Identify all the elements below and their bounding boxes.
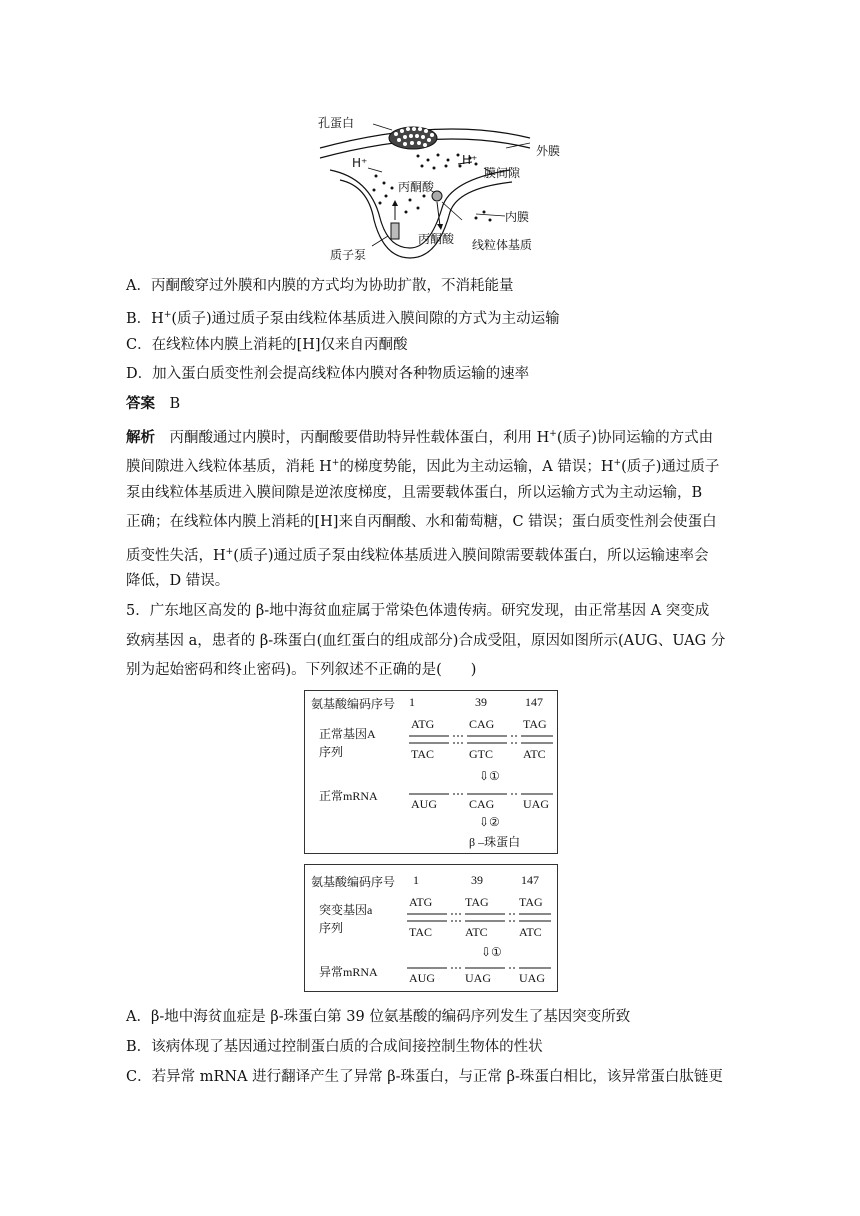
analysis-text: (质子)协同运输的方式由 (556, 429, 714, 446)
mutant-gene-diagram (304, 864, 558, 992)
proton-pump-icon (391, 223, 399, 239)
mrna-codon: AUG (411, 797, 437, 811)
answer-value: B (169, 396, 181, 412)
mrna-codon: AUG (409, 971, 435, 985)
dna-double-strand (407, 911, 553, 925)
q5-option-b: B．该病体现了基因通过控制蛋白质的合成间接控制生物体的性状 (126, 1039, 543, 1055)
analysis-text: 丙酮酸通过内膜时，丙酮酸要借助特异性载体蛋白，利用 H (169, 429, 550, 446)
step-translation: ⇩② (479, 815, 500, 829)
mrna-codon: CAG (469, 797, 495, 811)
q4-option-c: C．在线粒体内膜上消耗的[H]仅来自丙酮酸 (126, 337, 408, 353)
q4-option-a: A．丙酮酸穿过外膜和内膜的方式均为协助扩散，不消耗能量 (126, 278, 514, 294)
codon-bottom: ATC (519, 925, 542, 939)
analysis-line-6: 降低，D 错误。 (126, 573, 230, 589)
mrna-codon: UAG (465, 971, 491, 985)
gene-label-suffix: 序列 (319, 745, 344, 759)
label-matrix: 线粒体基质 (472, 238, 533, 252)
analysis-text: 质变性失活，H (126, 547, 226, 564)
codon-top: TAG (519, 895, 543, 909)
answer-line (126, 394, 180, 414)
superscript-plus: + (331, 458, 340, 468)
analysis-line-5 (126, 542, 709, 566)
mrna-label: 异常mRNA (319, 965, 378, 979)
codon-bottom: ATC (523, 747, 546, 761)
label-h-right: H⁺ (462, 153, 478, 167)
mrna-codon: UAG (523, 797, 549, 811)
step-transcription: ⇩① (481, 945, 502, 959)
superscript-plus: + (225, 547, 234, 557)
pore-protein-icon (389, 127, 437, 149)
codon-top: CAG (469, 717, 495, 731)
position-39: 39 (471, 873, 483, 887)
superscript-plus: + (163, 310, 172, 320)
analysis-text: 膜间隙进入线粒体基质，消耗 H (126, 458, 332, 475)
label-intermembrane-space: 膜间隙 (484, 166, 521, 180)
position-39: 39 (475, 695, 487, 709)
codon-top: ATG (409, 895, 433, 909)
codon-top: TAG (523, 717, 547, 731)
gene-label: 正常基因A (319, 727, 376, 741)
protein-product: β –珠蛋白 (469, 835, 521, 849)
position-header: 氨基酸编码序号 (311, 697, 396, 711)
superscript-plus: + (549, 429, 557, 439)
label-inner-membrane: 内膜 (505, 210, 530, 224)
analysis-text: (质子)通过质子泵由线粒体基质进入膜间隙需要载体蛋白，所以运输速率会 (233, 547, 709, 564)
codon-bottom: TAC (409, 925, 433, 939)
analysis-line-2 (126, 453, 719, 477)
q5-stem-line-2: 致病基因 a，患者的 β-珠蛋白(血红蛋白的组成部分)合成受阻，原因如图所示(AUG、UAG 分 (126, 633, 726, 649)
position-1: 1 (413, 873, 419, 887)
q5-stem-line-1: 5．广东地区高发的 β-地中海贫血症属于常染色体遗传病。研究发现，由正常基因 A 突变成 (126, 603, 710, 619)
position-1: 1 (409, 695, 415, 709)
position-header: 氨基酸编码序号 (311, 875, 396, 889)
q5-option-c: C．若异常 mRNA 进行翻译产生了异常 β-珠蛋白，与正常 β-珠蛋白相比，该异常蛋白肽链更 (126, 1069, 723, 1085)
q4-option-d: D．加入蛋白质变性剂会提高线粒体内膜对各种物质运输的速率 (126, 366, 530, 382)
q4-option-b-prefix: B．H (126, 310, 164, 327)
analysis-line-4: 正确；在线粒体内膜上消耗的[H]来自丙酮酸、水和葡萄糖，C 错误；蛋白质变性剂会使蛋白 (126, 514, 717, 530)
q4-option-b-suffix: (质子)通过质子泵由线粒体基质进入膜间隙的方式为主动运输 (171, 310, 560, 327)
position-147: 147 (525, 695, 543, 709)
label-pore-protein: 孔蛋白 (318, 116, 355, 130)
mrna-label: 正常mRNA (319, 789, 378, 803)
answer-label: 答案 (126, 395, 155, 412)
analysis-text: (质子)通过质子 (621, 458, 720, 475)
analysis-label: 解析 (126, 428, 155, 446)
codon-top: ATG (411, 717, 435, 731)
codon-bottom: ATC (465, 925, 488, 939)
codon-bottom: GTC (469, 747, 493, 761)
q5-option-a: A．β-地中海贫血症是 β-珠蛋白第 39 位氨基酸的编码序列发生了基因突变所致 (126, 1009, 631, 1025)
mrna-codon: UAG (519, 971, 545, 985)
label-proton-pump: 质子泵 (330, 248, 367, 262)
q4-option-b (126, 305, 560, 329)
label-outer-membrane: 外膜 (536, 144, 561, 158)
dna-double-strand (409, 733, 555, 747)
q5-stem-line-3: 别为起始密码和终止密码)。下列叙述不正确的是( ) (126, 662, 477, 678)
normal-gene-diagram (304, 690, 558, 854)
codon-bottom: TAC (411, 747, 435, 761)
position-147: 147 (521, 873, 539, 887)
superscript-plus: + (613, 458, 622, 468)
gene-label-suffix: 序列 (319, 921, 344, 935)
gene-label: 突变基因a (319, 903, 373, 917)
step-transcription: ⇩① (479, 769, 500, 783)
label-pyruvate-bottom: 丙酮酸 (418, 232, 455, 246)
analysis-line-1 (126, 424, 713, 448)
analysis-line-3: 泵由线粒体基质进入膜间隙是逆浓度梯度，且需要载体蛋白，所以运输方式为主动运输，B (126, 485, 703, 501)
codon-top: TAG (465, 895, 489, 909)
label-h-left: H⁺ (352, 156, 368, 170)
label-pyruvate-top: 丙酮酸 (398, 180, 435, 194)
analysis-text: 的梯度势能，因此为主动运输，A 错误；H (339, 458, 614, 475)
